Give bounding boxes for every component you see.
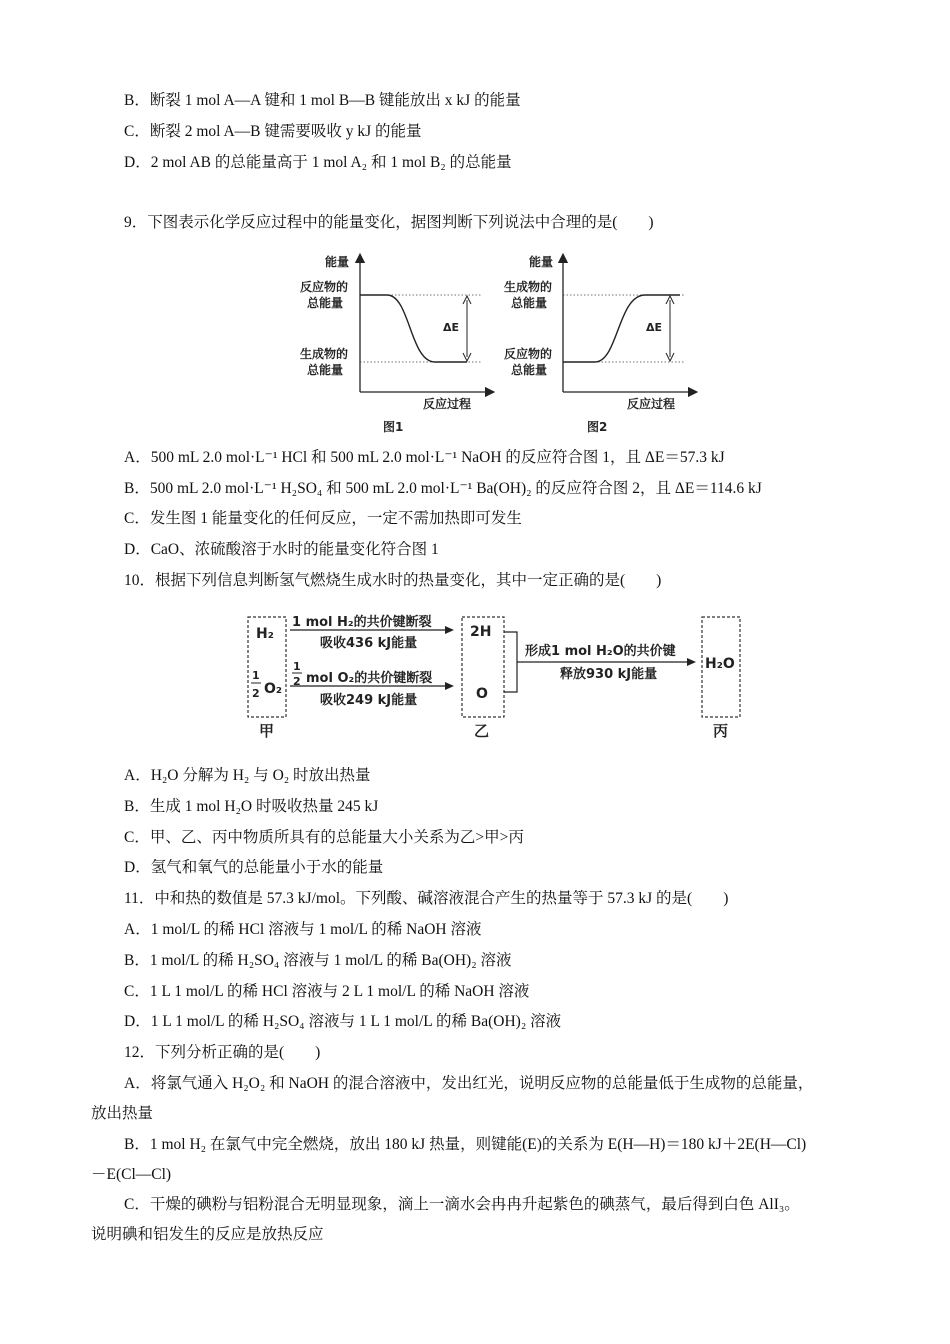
- q10-option-c: C．甲、乙、丙中物质所具有的总能量大小关系为乙>甲>丙: [124, 829, 524, 846]
- arrow3-bottom-label: 释放930 kJ能量: [560, 667, 658, 682]
- fig1-x-axis-label: 反应过程: [423, 397, 472, 411]
- q12-option-c-line1: C．干燥的碘粉与铝粉混合无明显现象，滴上一滴水会冉冉升起紫色的碘蒸气，最后得到白色 AlI₃。: [124, 1196, 800, 1213]
- fig2-y-axis-label: 能量: [529, 255, 554, 269]
- arrow3-top-label: 形成1 mol H₂O的共价键: [525, 644, 676, 659]
- q11-stem: 11．中和热的数值是 57.3 kJ/mol。下列酸、碱溶液混合产生的热量等于 57.3 kJ 的是( ): [124, 890, 729, 907]
- label-yi: 乙: [474, 722, 490, 740]
- q10-option-a: A．H₂O 分解为 H₂ 与 O₂ 时放出热量: [124, 767, 371, 784]
- box-bing-h2o: H₂O: [705, 656, 735, 672]
- q8-option-b: B．断裂 1 mol A—A 键和 1 mol B—B 键能放出 x kJ 的能量: [124, 92, 521, 109]
- fig1-bottom-label-2: 总能量: [307, 363, 344, 377]
- fig1-delta-e: ΔE: [443, 321, 460, 334]
- q8-option-c: C．断裂 2 mol A—B 键需要吸收 y kJ 的能量: [124, 123, 422, 140]
- figure-1: [300, 254, 490, 434]
- box-jia-h2: H₂: [256, 626, 274, 642]
- box-yi-o: O: [476, 686, 488, 702]
- q10-option-b: B．生成 1 mol H₂O 时吸收热量 245 kJ: [124, 798, 379, 815]
- arrow2-half-denominator: 2: [293, 675, 301, 688]
- fig2-energy-curve: [563, 295, 680, 362]
- box-jia-half-numerator: 1: [252, 669, 260, 682]
- q12-option-b-line1: B．1 mol H₂ 在氯气中完全燃烧，放出 180 kJ 热量，则键能(E)的关系为 E(H—H)＝180 kJ＋2E(H—Cl): [124, 1136, 807, 1153]
- fig2-delta-e: ΔE: [646, 321, 663, 334]
- q9-energy-figures: [295, 250, 715, 440]
- fig2-top-label-1: 生成物的: [504, 280, 553, 294]
- q11-option-a: A．1 mol/L 的稀 HCl 溶液与 1 mol/L 的稀 NaOH 溶液: [124, 921, 482, 938]
- q12-option-b-line2: －E(Cl—Cl): [91, 1166, 172, 1183]
- fig2-caption: 图2: [587, 420, 608, 434]
- q10-bond-energy-diagram: [242, 612, 762, 752]
- q12-option-c-line2: 说明碘和铝发生的反应是放热反应: [91, 1226, 324, 1243]
- q9-option-b: B．500 mL 2.0 mol·L⁻¹ H₂SO₄ 和 500 mL 2.0 mol·L⁻¹ Ba(OH)₂ 的反应符合图 2，且 ΔE＝114.6 kJ: [124, 480, 762, 497]
- arrow1-top-label: 1 mol H₂的共价键断裂: [292, 615, 432, 630]
- box-jia-half-denominator: 2: [252, 687, 260, 700]
- q11-option-c: C．1 L 1 mol/L 的稀 HCl 溶液与 2 L 1 mol/L 的稀 NaOH 溶液: [124, 983, 530, 1000]
- figure-2: [504, 254, 693, 434]
- box-yi-2h: 2H: [470, 624, 492, 640]
- q8-option-d: D．2 mol AB 的总能量高于 1 mol A₂ 和 1 mol B₂ 的总能量: [124, 154, 512, 171]
- fig1-top-label-1: 反应物的: [300, 280, 349, 294]
- fig2-bottom-label-1: 反应物的: [504, 347, 553, 361]
- label-jia: 甲: [259, 722, 275, 740]
- fig1-y-axis-label: 能量: [325, 255, 350, 269]
- q9-stem: 9．下图表示化学反应过程中的能量变化，据图判断下列说法中合理的是( ): [124, 214, 654, 231]
- q12-stem: 12．下列分析正确的是( ): [124, 1044, 321, 1061]
- arrow1-bottom-label: 吸收436 kJ能量: [320, 636, 418, 651]
- q10-option-d: D．氢气和氧气的总能量小于水的能量: [124, 859, 384, 876]
- arrow2-top-label: mol O₂的共价键断裂: [306, 671, 433, 686]
- q11-option-d: D．1 L 1 mol/L 的稀 H₂SO₄ 溶液与 1 L 1 mol/L 的稀 Ba(OH)₂ 溶液: [124, 1013, 562, 1030]
- arrow2-half-numerator: 1: [293, 660, 301, 673]
- fig2-x-axis-label: 反应过程: [627, 397, 676, 411]
- q9-option-c: C．发生图 1 能量变化的任何反应，一定不需加热即可发生: [124, 510, 522, 527]
- fig1-bottom-label-1: 生成物的: [300, 347, 349, 361]
- fig2-top-label-2: 总能量: [511, 296, 548, 310]
- box-jia-o2: O₂: [264, 681, 283, 697]
- q11-option-b: B．1 mol/L 的稀 H₂SO₄ 溶液与 1 mol/L 的稀 Ba(OH)₂ 溶液: [124, 952, 512, 969]
- q12-option-a-line2: 放出热量: [91, 1105, 154, 1122]
- fig1-top-label-2: 总能量: [307, 296, 344, 310]
- q12-option-a-line1: A．将氯气通入 H₂O₂ 和 NaOH 的混合溶液中，发出红光，说明反应物的总能量低于生成物的总能量，: [124, 1075, 814, 1092]
- arrow2-bottom-label: 吸收249 kJ能量: [320, 693, 418, 708]
- fig2-bottom-label-2: 总能量: [511, 363, 548, 377]
- fig1-caption: 图1: [383, 420, 404, 434]
- q9-option-d: D．CaO、浓硫酸溶于水时的能量变化符合图 1: [124, 541, 439, 558]
- q10-stem: 10．根据下列信息判断氢气燃烧生成水时的热量变化，其中一定正确的是( ): [124, 572, 662, 589]
- label-bing: 丙: [713, 722, 729, 740]
- q9-option-a: A．500 mL 2.0 mol·L⁻¹ HCl 和 500 mL 2.0 mol·L⁻¹ NaOH 的反应符合图 1，且 ΔE＝57.3 kJ: [124, 449, 725, 466]
